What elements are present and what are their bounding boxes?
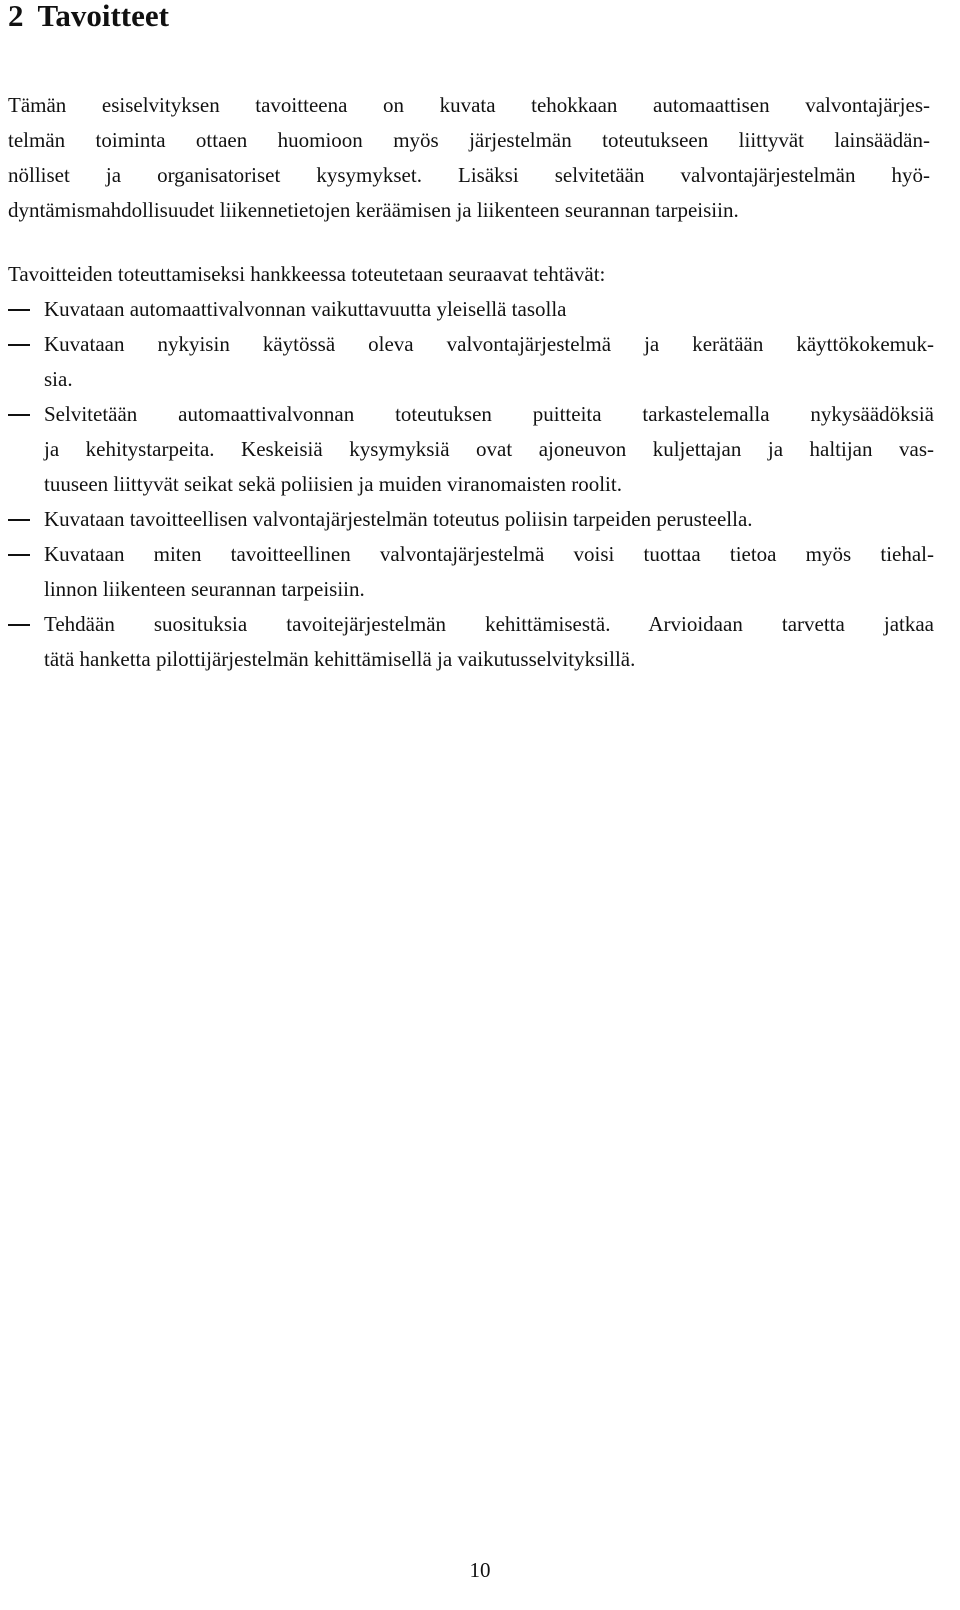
list-item: [8, 537, 934, 607]
dash-bullet-icon: [8, 344, 30, 346]
intro-paragraph: [8, 88, 930, 228]
list-item: [8, 397, 934, 502]
text-line: dyntämismahdollisuudet liikennetietojen keräämisen ja liikenteen seurannan tarpeisiin.: [8, 198, 739, 222]
text-line: Kuvataan miten tavoitteellinen valvontajärjestelmä voisi tuottaa tietoa myös tiehal-: [44, 542, 934, 566]
text-line: telmän toiminta ottaen huomioon myös järjestelmän toteutukseen liittyvät lainsäädän-: [8, 128, 930, 152]
section-heading: [8, 0, 169, 36]
page-number: 10: [469, 1558, 491, 1582]
list-item: [8, 292, 934, 327]
text-line: Kuvataan nykyisin käytössä oleva valvontajärjestelmä ja kerätään käyttökokemuk-: [44, 332, 934, 356]
text-line: Kuvataan automaattivalvonnan vaikuttavuutta yleisellä tasolla: [44, 297, 567, 321]
text-line: nölliset ja organisatoriset kysymykset. Lisäksi selvitetään valvontajärjestelmän hyö-: [8, 163, 930, 187]
dash-bullet-icon: [8, 309, 30, 311]
list-item: [8, 327, 934, 397]
dash-bullet-icon: [8, 414, 30, 416]
text-line: tätä hanketta pilottijärjestelmän kehittämisellä ja vaikutusselvityksillä.: [44, 647, 636, 671]
dash-bullet-icon: [8, 519, 30, 521]
dash-bullet-icon: [8, 554, 30, 556]
text-line: Tämän esiselvityksen tavoitteena on kuvata tehokkaan automaattisen valvontajärjes-: [8, 93, 930, 117]
list-item: [8, 607, 934, 677]
list-item: [8, 502, 934, 537]
section-title: Tavoitteet: [37, 0, 169, 33]
dash-bullet-icon: [8, 624, 30, 626]
text-line: ja kehitystarpeita. Keskeisiä kysymyksiä ovat ajoneuvon kuljettajan ja haltijan vas-: [44, 437, 934, 461]
task-list: [8, 292, 934, 677]
text-line: Selvitetään automaattivalvonnan toteutuksen puitteita tarkastelemalla nykysäädöksiä: [44, 402, 934, 426]
text-line: sia.: [44, 367, 73, 391]
text-line: tuuseen liittyvät seikat sekä poliisien ja muiden viranomaisten roolit.: [44, 472, 622, 496]
text-line: Kuvataan tavoitteellisen valvontajärjestelmän toteutus poliisin tarpeiden perusteella.: [44, 507, 753, 531]
text-line: linnon liikenteen seurannan tarpeisiin.: [44, 577, 365, 601]
tasks-lead: Tavoitteiden toteuttamiseksi hankkeessa toteutetaan seuraavat tehtävät:: [8, 262, 606, 286]
text-line: Tehdään suosituksia tavoitejärjestelmän kehittämisestä. Arvioidaan tarvetta jatkaa: [44, 612, 934, 636]
section-number: 2: [8, 0, 24, 33]
